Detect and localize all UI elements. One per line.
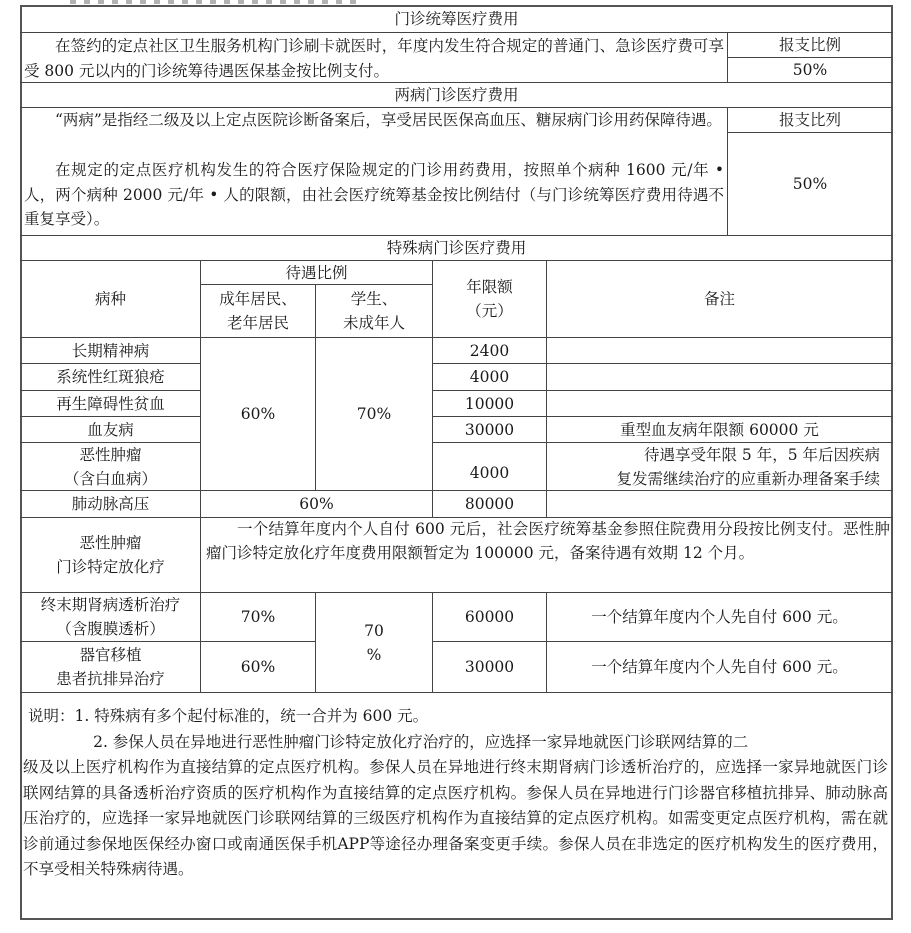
row-disease: 长期精神病 bbox=[71, 341, 150, 360]
section1-ratio-label: 报支比例 bbox=[778, 36, 841, 54]
notes-section bbox=[23, 704, 888, 883]
row-limit: 10000 bbox=[464, 394, 515, 413]
group-b-student-ratio bbox=[316, 593, 432, 692]
section2-title: 两病门诊医疗费用 bbox=[394, 86, 519, 104]
header-limit-line1: 年限额 bbox=[466, 278, 513, 296]
header-annual-limit bbox=[433, 261, 546, 337]
note-item-1: 说明：1. 特殊病有多个起付标准的，统一合并为 600 元。 bbox=[28, 707, 429, 725]
header-student-ratio bbox=[316, 285, 432, 337]
section2-ratio-value: 50% bbox=[792, 175, 828, 193]
divider bbox=[20, 692, 893, 693]
row-limit: 30000 bbox=[464, 658, 515, 676]
chemo-disease-line2: 门诊特定放化疗 bbox=[56, 558, 165, 576]
row-disease-line2: （含腹膜透析） bbox=[56, 620, 165, 638]
section1-title: 门诊统筹医疗费用 bbox=[394, 10, 519, 28]
section2-paragraph-2: 在规定的定点医疗机构发生的符合医疗保险规定的门诊用药费用，按照单个病种 1600 元/年 • 人，两个病种 2000 元/年 • 人的限额，由社会医疗统筹基金按比例结付（与门诊统筹医疗费用待遇不重复享受）。 bbox=[24, 161, 724, 228]
row-disease-line1: 终末期肾病透析治疗 bbox=[40, 596, 181, 614]
header-limit-line2: （元） bbox=[466, 302, 513, 320]
section1-description: 在签约的定点社区卫生服务机构门诊刷卡就医时，年度内发生符合规定的普通门、急诊医疗费可享受 800 元以内的门诊统筹待遇医保基金按比例支付。 bbox=[24, 37, 724, 80]
row-limit: 60000 bbox=[464, 608, 515, 626]
row-remark: 一个结算年度内个人先自付 600 元。 bbox=[591, 658, 848, 676]
section2-paragraph-1: “两病”是指经二级及以上定点医院诊断备案后，享受居民医保高血压、糖尿病门诊用药保障待遇。 bbox=[55, 111, 722, 129]
header-student-line1: 学生、 bbox=[350, 290, 398, 308]
row-remark-line1: 待遇享受年限 5 年，5 年后因疾病 bbox=[643, 445, 880, 464]
header-adult-line2: 老年居民 bbox=[226, 314, 289, 332]
row-limit: 4000 bbox=[469, 368, 510, 386]
row-remark-line2: 复发需继续治疗的应重新办理备案手续 bbox=[616, 469, 880, 488]
header-adult-ratio bbox=[201, 285, 315, 337]
chemo-description: 一个结算年度内个人自付 600 元后，社会医疗统筹基金参照住院费用分段按比例支付。恶性肿瘤门诊特定放化疗年度费用限额暂定为 100000 元，备案待遇有效期 12 个月。 bbox=[206, 520, 890, 562]
row-remark: 重型血友病年限额 60000 元 bbox=[620, 420, 819, 439]
row-disease: 血友病 bbox=[87, 420, 134, 439]
header-disease: 病种 bbox=[94, 290, 126, 308]
row-disease-line2: 患者抗排异治疗 bbox=[56, 670, 165, 688]
row-disease: 系统性红斑狼疮 bbox=[56, 368, 165, 386]
cropped-heading-fragment bbox=[70, 0, 360, 4]
row-disease bbox=[21, 593, 200, 641]
pah-limit: 80000 bbox=[464, 495, 515, 513]
header-treatment-ratio: 待遇比例 bbox=[285, 263, 348, 282]
row-disease bbox=[21, 642, 200, 692]
group-a-student-ratio: 70% bbox=[356, 405, 392, 423]
row-limit: 2400 bbox=[469, 341, 510, 360]
header-remarks: 备注 bbox=[703, 290, 735, 308]
group-b-student-ratio-line1: 70 bbox=[364, 621, 384, 640]
note-item-2-rest: 级及以上医疗机构作为直接结算的定点医疗机构。参保人员在异地进行终末期肾病门诊透析治疗的，应选择一家异地就医门诊联网结算的具备透析治疗资质的医疗机构作为直接结算的定点医疗机构。参保人员在异地进行门诊器官移植抗排异、肺动脉高压治疗的，应选择一家异地就医门诊联网结算的三级医疗机构作为直接结算的定点医疗机构。如需变更定点医疗机构，需在就诊前通过参保地医保经办窗口或南通医保手机APP等途径办理备案变更手续。参保人员在非选定的医疗机构发生的医疗费用，不享受相关特殊病待遇。 bbox=[23, 758, 888, 878]
note-item-2-lead: 2. 参保人员在异地进行恶性肿瘤门诊特定放化疗治疗的，应选择一家异地就医门诊联网结算的二 bbox=[93, 732, 749, 751]
chemo-disease bbox=[21, 518, 200, 592]
section1-ratio-value: 50% bbox=[792, 61, 828, 79]
group-b-student-ratio-line2: % bbox=[366, 645, 382, 664]
section2-ratio-label: 报支比列 bbox=[778, 111, 841, 129]
header-student-line2: 未成年人 bbox=[342, 314, 405, 332]
row-remark bbox=[547, 443, 892, 490]
row-disease: 再生障碍性贫血 bbox=[56, 394, 165, 413]
row-disease bbox=[21, 443, 200, 490]
pah-disease: 肺动脉高压 bbox=[71, 495, 150, 513]
pah-ratio: 60% bbox=[299, 495, 334, 513]
row-adult-ratio: 60% bbox=[240, 658, 276, 676]
row-limit: 4000 bbox=[469, 463, 510, 482]
row-disease-line2: （含白血病） bbox=[63, 469, 157, 488]
row-adult-ratio: 70% bbox=[240, 608, 276, 626]
row-remark: 一个结算年度内个人先自付 600 元。 bbox=[591, 608, 848, 626]
row-disease-line1: 恶性肿瘤 bbox=[79, 445, 142, 464]
row-limit: 30000 bbox=[464, 420, 515, 439]
header-adult-line1: 成年居民、 bbox=[219, 290, 297, 308]
section3-title: 特殊病门诊医疗费用 bbox=[386, 239, 527, 257]
row-disease-line1: 器官移植 bbox=[79, 646, 142, 664]
chemo-disease-line1: 恶性肿瘤 bbox=[79, 534, 142, 552]
group-a-adult-ratio: 60% bbox=[240, 405, 276, 423]
